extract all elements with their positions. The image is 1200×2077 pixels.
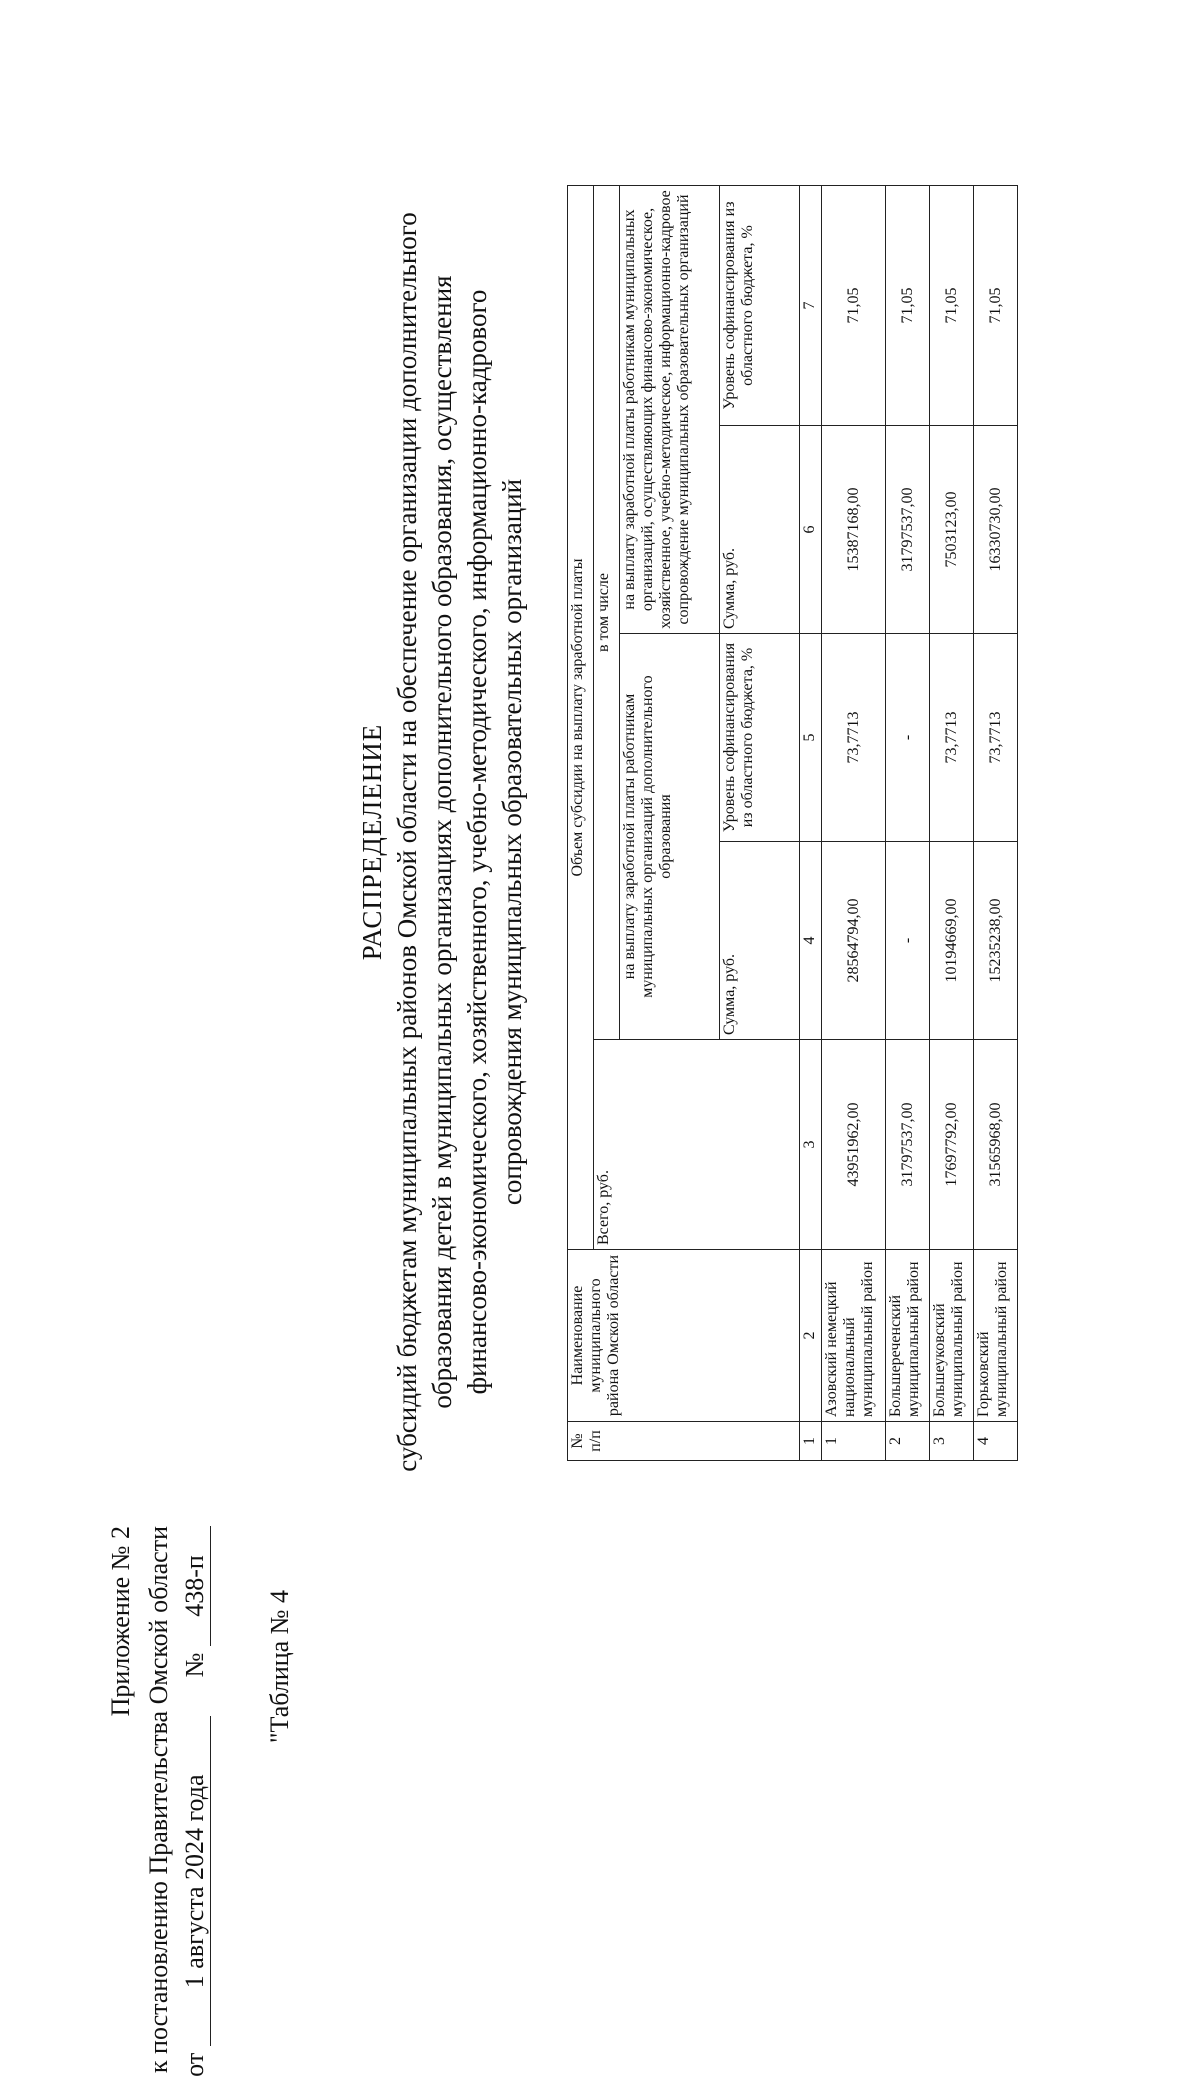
row-sum-a: 10194669,00 (930, 842, 974, 1040)
row-name: Азовский немецкий национальный муниципальный район (822, 1250, 886, 1422)
distribution-table (567, 185, 1018, 1461)
row-level-a: 73,7713 (974, 634, 1018, 842)
row-sum-b: 16330730,00 (974, 426, 1018, 634)
row-level-a: - (886, 634, 930, 842)
row-name: Горьковский муниципальный район (974, 1250, 1018, 1422)
row-level-a: 73,7713 (930, 634, 974, 842)
header-group-b: на выплату заработной платы работникам муниципальных организаций, осуществляющих финансово-экономическое, хозяйственное, учебно-методическое, информационно-кадровое сопровождение муниципальных образовательных организаций (620, 186, 720, 634)
row-level-b: 71,05 (886, 186, 930, 426)
row-name: Большереченский муниципальный район (886, 1250, 930, 1422)
number-prefix: № (180, 1652, 209, 1678)
row-total: 31565968,00 (974, 1040, 1018, 1250)
decree-number: 438-п (180, 1526, 211, 1646)
header-level-b: Уровень софинансирования из областного бюджета, % (720, 186, 800, 426)
table-row (822, 186, 886, 1461)
header-no: № п/п (568, 1422, 800, 1461)
table-row (886, 186, 930, 1461)
table-row (974, 186, 1018, 1461)
decree-line: к постановлению Правительства Омской области (144, 1526, 173, 2074)
header-sum-b: Сумма, руб. (720, 426, 800, 634)
row-name: Большеуковский муниципальный район (930, 1250, 974, 1422)
colnum-5: 5 (800, 634, 822, 842)
header-total: Всего, руб. (594, 1040, 800, 1250)
header-incl: в том числе (594, 186, 620, 1040)
row-no: 1 (822, 1422, 886, 1461)
row-sum-b: 31797537,00 (886, 426, 930, 634)
header-name: Наименование муниципального района Омской области (568, 1250, 800, 1422)
document-title (355, 97, 530, 1587)
row-total: 43951962,00 (822, 1040, 886, 1250)
title-line-1: субсидий бюджетам муниципальных районов Омской области на обеспечение организации дополнительного (392, 212, 422, 1472)
header-group-a: на выплату заработной платы работникам муниципальных организаций дополнительного образования (620, 634, 720, 1040)
row-level-b: 71,05 (930, 186, 974, 426)
colnum-2: 2 (800, 1250, 822, 1422)
row-level-b: 71,05 (822, 186, 886, 426)
row-level-b: 71,05 (974, 186, 1018, 426)
colnum-1: 1 (800, 1422, 822, 1461)
table-reference: "Таблица № 4 (265, 1590, 294, 1744)
colnum-3: 3 (800, 1040, 822, 1250)
header-level-a: Уровень софинансирования из областного бюджета, % (720, 634, 800, 842)
row-no: 4 (974, 1422, 1018, 1461)
row-sum-b: 7503123,00 (930, 426, 974, 634)
colnum-7: 7 (800, 186, 822, 426)
row-no: 2 (886, 1422, 930, 1461)
title-line-4: сопровождения муниципальных образовательных организаций (497, 478, 527, 1206)
header-volume: Объем субсидии на выплату заработной платы (568, 186, 594, 1250)
row-total: 17697792,00 (930, 1040, 974, 1250)
title-main: РАСПРЕДЕЛЕНИЕ (357, 723, 387, 961)
header-sum-a: Сумма, руб. (720, 842, 800, 1040)
row-total: 31797537,00 (886, 1040, 930, 1250)
row-no: 3 (930, 1422, 974, 1461)
row-sum-a: 15235238,00 (974, 842, 1018, 1040)
title-line-3: финансово-экономического, хозяйственного, учебно-методического, информационно-кадрового (462, 289, 492, 1395)
appendix-label: Приложение № 2 (106, 1526, 135, 1717)
colnum-4: 4 (800, 842, 822, 1040)
colnum-6: 6 (800, 426, 822, 634)
date-prefix: от (180, 2052, 209, 2077)
decree-date-number (180, 1526, 211, 2077)
title-line-2: образования детей в муниципальных организациях дополнительного образования, осуществления (427, 275, 457, 1409)
row-level-a: 73,7713 (822, 634, 886, 842)
row-sum-a: 28564794,00 (822, 842, 886, 1040)
decree-date: 1 августа 2024 года (180, 1716, 211, 2046)
row-sum-a: - (886, 842, 930, 1040)
row-sum-b: 15387168,00 (822, 426, 886, 634)
table-row (930, 186, 974, 1461)
